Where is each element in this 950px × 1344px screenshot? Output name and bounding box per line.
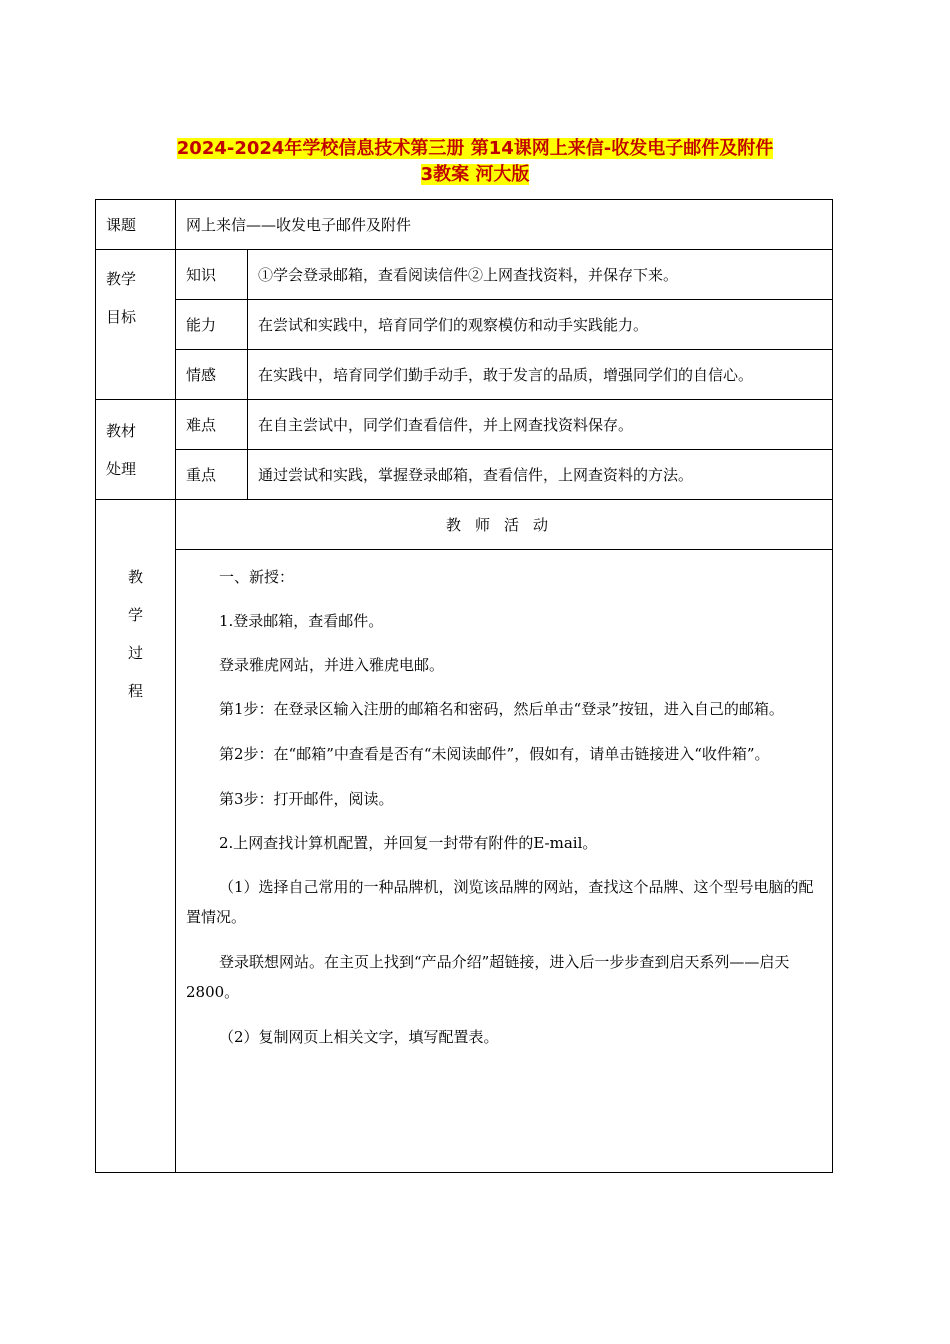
process-content	[176, 550, 833, 1173]
material-row-label: 重点	[176, 450, 248, 500]
title-line-1: 2024-2024年学校信息技术第三册 第14课网上来信-收发电子邮件及附件	[176, 138, 774, 159]
process-header-row	[96, 500, 833, 550]
goal-row-label: 能力	[176, 300, 248, 350]
topic-label: 课题	[96, 200, 176, 250]
goals-label	[96, 250, 176, 400]
material-label-line: 教材	[106, 421, 137, 440]
process-label-char: 程	[127, 682, 143, 700]
process-content-row	[96, 550, 833, 1173]
topic-row	[96, 200, 833, 250]
material-row-label: 难点	[176, 400, 248, 450]
goal-row	[96, 350, 833, 400]
goals-label-line: 教学	[106, 270, 137, 288]
material-row	[96, 400, 833, 450]
document-title	[95, 136, 855, 188]
process-label-char: 过	[127, 644, 143, 662]
material-row-value: 在自主尝试中，同学们查看信件，并上网查找资料保存。	[248, 400, 833, 450]
goal-row-value: ①学会登录邮箱，查看阅读信件②上网查找资料，并保存下来。	[248, 250, 833, 300]
goal-row-label: 知识	[176, 250, 248, 300]
material-label	[96, 400, 176, 500]
process-paragraph: 登录雅虎网站，并进入雅虎电邮。	[219, 656, 445, 674]
goal-row-label: 情感	[176, 350, 248, 400]
goal-row	[96, 250, 833, 300]
goals-label-line: 目标	[106, 308, 137, 326]
material-row	[96, 450, 833, 500]
process-label-char: 教	[127, 568, 143, 586]
goal-row-value: 在尝试和实践中，培育同学们的观察模仿和动手实践能力。	[248, 300, 833, 350]
process-paragraph: 登录联想网站。在主页上找到“产品介绍”超链接，进入后一步步查到启天系列——启天2800。	[186, 953, 790, 1001]
process-paragraph: 第1步：在登录区输入注册的邮箱名和密码，然后单击“登录”按钮，进入自己的邮箱。	[219, 700, 784, 718]
process-paragraph: 第3步：打开邮件，阅读。	[219, 790, 394, 808]
process-paragraph: （2）复制网页上相关文字，填写配置表。	[219, 1028, 499, 1046]
process-label	[96, 500, 176, 1173]
material-label-line: 处理	[106, 459, 137, 478]
goal-row-value: 在实践中，培育同学们勤手动手，敢于发言的品质，增强同学们的自信心。	[248, 350, 833, 400]
process-paragraph: 2.上网查找计算机配置，并回复一封带有附件的E-mail。	[219, 834, 598, 852]
process-paragraph: 第2步：在“邮箱”中查看是否有“未阅读邮件”，假如有，请单击链接进入“收件箱”。	[219, 745, 770, 763]
process-paragraph: 1.登录邮箱，查看邮件。	[219, 612, 384, 630]
process-paragraph: （1）选择自己常用的一种品牌机，浏览该品牌的网站，查找这个品牌、这个型号电脑的配置情况。	[186, 878, 814, 926]
teacher-activity-header: 教师活动	[176, 500, 833, 550]
material-row-value: 通过尝试和实践，掌握登录邮箱，查看信件，上网查资料的方法。	[248, 450, 833, 500]
topic-value: 网上来信——收发电子邮件及附件	[176, 200, 833, 250]
process-label-char: 学	[127, 606, 143, 624]
lesson-plan-table	[95, 199, 833, 1173]
title-line-2: 3教案 河大版	[420, 164, 530, 185]
goal-row	[96, 300, 833, 350]
process-paragraph: 一、新授：	[219, 568, 295, 586]
